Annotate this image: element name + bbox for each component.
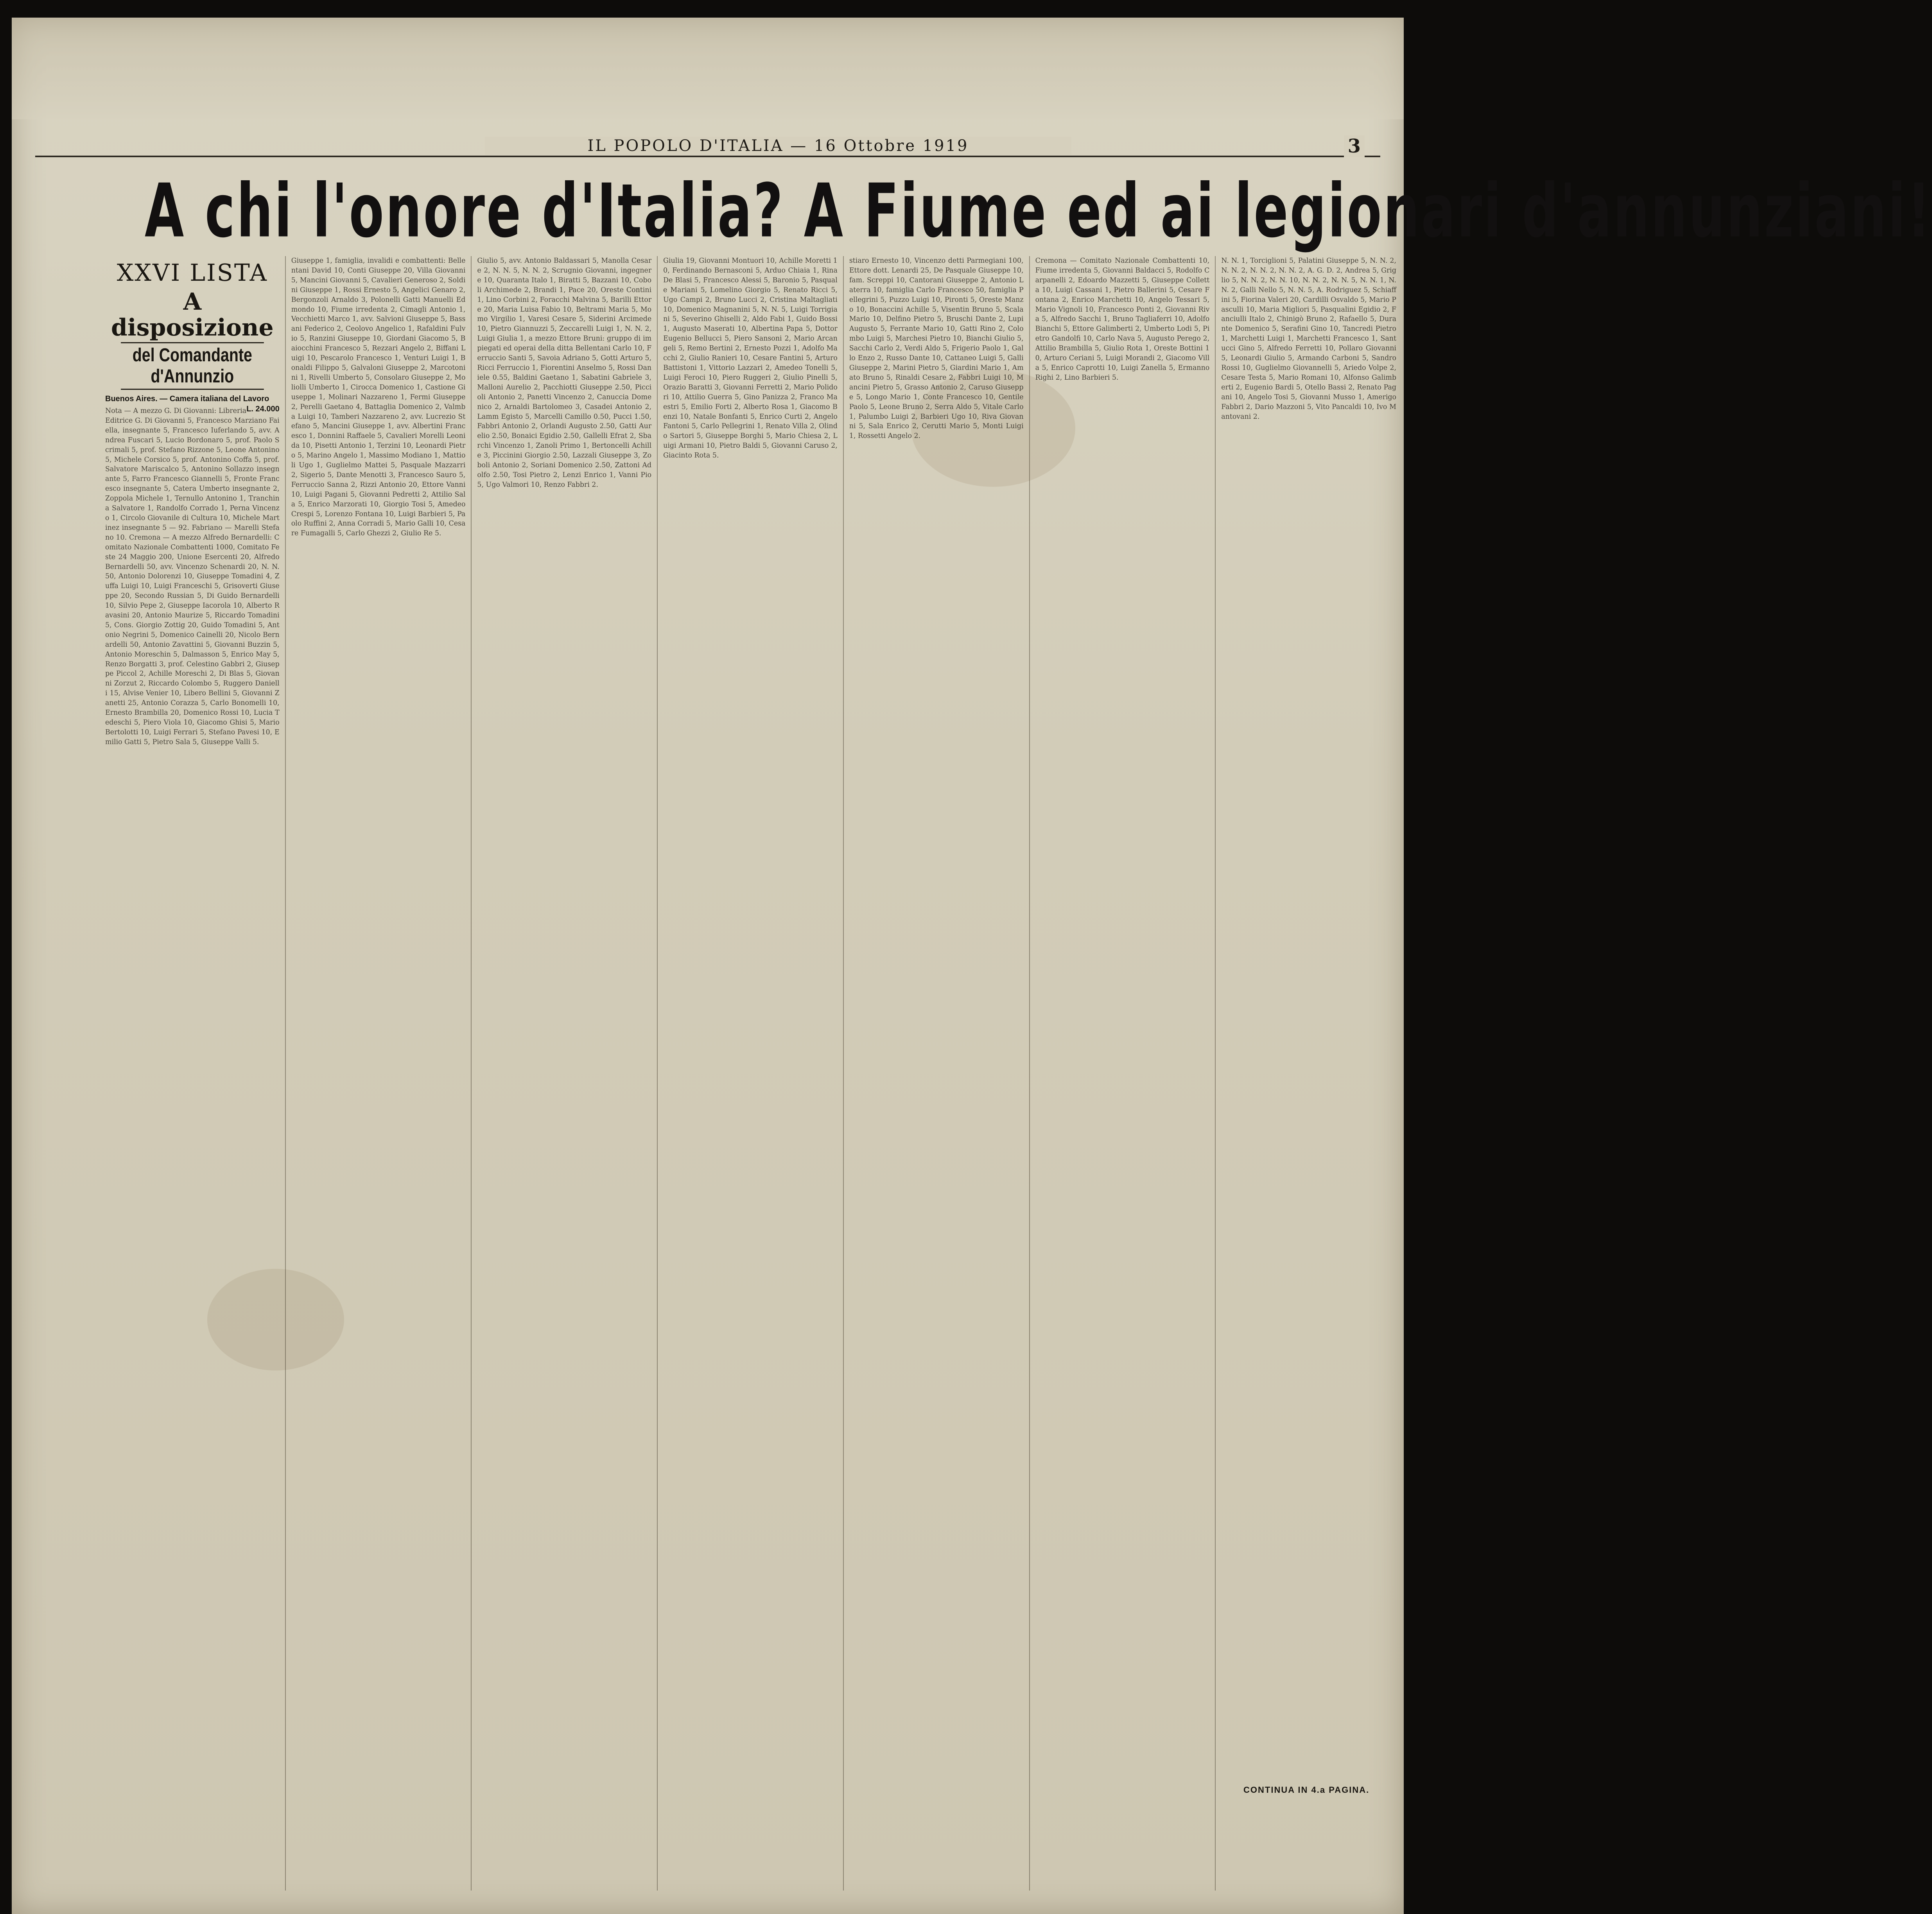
column-5 xyxy=(844,256,1030,1891)
column-2 xyxy=(286,256,472,1891)
headline: A chi l'onore d'Italia? A Fiume ed ai legionari d'annunziani! xyxy=(145,168,1932,254)
column-1 xyxy=(100,256,286,1891)
newspaper-page xyxy=(12,18,1932,1914)
first-entry-label: Buenos Aires. — Camera italiana del Lavoro xyxy=(105,395,269,403)
column-4 xyxy=(658,256,844,1891)
column-text: N. N. 1, Torciglioni 5, Palatini Giuseppe 5, N. N. 2, N. N. 2, N. N. 2, N. N. 2, A. G. D. 2, Andrea 5, Griglio 5, N. N. 2, N. N. 10, N. N. 2, N. N. 5, N. N. 1, N. N. 2, Galli Nello 5, N. N. 5, A. Rodriguez 5, Schiaffini 5, Fiorina Valeri 20, Cardilli Osvaldo 5, Mario Pasculli 10, Maria Migliori 5, Pasqualini Egidio 2, Fanciulli Italo 2, Chinigò Bruno 2, Rafaello 5, Durante Domenico 5, Serafini Gino 10, Tancredi Pietro 1, Marchetti Luigi 1, Marchetti Francesco 1, Santucci Gino 5, Alfredo Ferretti 10, Pollaro Giovanni 5, Leonardi Giulio 5, Armando Carboni 5, Sandro Rossi 10, Guglielmo Giovannelli 5, Ariedo Volpe 2, Cesare Testa 5, Mario Romani 10, Alfonso Galimberti 2, Eugenio Bardi 5, Otello Bassi 2, Renato Pagani 10, Angelo Tosi 5, Giovanni Musso 1, Amerigo Fabbri 2, Dario Mazzoni 5, Vito Pancaldi 10, Ivo Mantovani 2. xyxy=(1221,257,1396,421)
header-rule xyxy=(35,156,1380,157)
column-text: Giulia 19, Giovanni Montuori 10, Achille Moretti 10, Ferdinando Bernasconi 5, Arduo Chiaia 1, Rina De Blasi 5, Francesco Alessi 5, Baronio 5, Pasquale Mariani 5, Lomelino Giorgio 5, Renato Ricci 5, Ugo Campi 2, Bruno Lucci 2, Cristina Maltagliati 10, Domenico Magnanini 5, N. N. 5, Luigi Torrigiani 5, Severino Ghiselli 2, Aldo Fabi 1, Guido Bossi 1, Augusto Maserati 10, Albertina Papa 5, Dottor Eugenio Bellucci 5, Piero Sansoni 2, Mario Arcangeli 5, Remo Bertini 2, Ernesto Pozzi 1, Adolfo Macchi 2, Giulio Ranieri 10, Cesare Fantini 5, Arturo Battistoni 1, Vittorio Lazzari 2, Amedeo Tonelli 5, Luigi Feroci 10, Piero Ruggeri 2, Giulio Pinelli 5, Orazio Baratti 3, Giovanni Ferretti 2, Mario Polidori 10, Attilio Guerra 5, Gino Panizza 2, Franco Maestri 5, Emilio Forti 2, Alberto Rosa 1, Giacomo Benzi 10, Natale Bonfanti 5, Enrico Curti 2, Angelo Fantoni 5, Carlo Pellegrini 1, Renato Villa 2, Olindo Sartori 5, Giuseppe Borghi 5, Mario Chiesa 2, Luigi Armani 10, Pietro Baldi 5, Giovanni Caruso 2, Giacinto Rota 5. xyxy=(663,257,838,460)
article-columns xyxy=(100,256,1402,1891)
page-number: 3 xyxy=(1344,135,1365,157)
page-fold-shading xyxy=(12,18,1404,119)
column-3 xyxy=(472,256,658,1891)
column-text: Giulio 5, avv. Antonio Baldassari 5, Manolla Cesare 2, N. N. 5, N. N. 2, Scrugnio Giovanni, ingegnere 10, Quaranta Italo 1, Biratti 5, Bazzani 10, Coboli Archimede 2, Brandi 1, Pace 20, Oreste Contini 1, Lino Corbini 2, Foracchi Malvina 5, Barilli Ettore 20, Maria Luisa Fabio 10, Beltrami Maria 5, Momo Virgilio 1, Varesi Cesare 5, Siderini Arcimede 10, Pietro Giannuzzi 5, Zeccarelli Luigi 1, N. N. 2, Luigi Giulia 1, a mezzo Ettore Bruni: gruppo di impiegati ed operai della ditta Bellentani Carlo 10, Ferruccio Santi 5, Savoia Adriano 5, Gotti Arturo 5, Ricci Ferruccio 1, Fiorentini Anselmo 5, Rossi Daniele 0.55, Baldini Gaetano 1, Sabatini Gabriele 3, Malloni Aurelio 2, Pacchiotti Giuseppe 2.50, Piccioli Antonio 2, Panetti Vincenzo 2, Canuccia Domenico 2, Arnaldi Bartolomeo 3, Casadei Antonio 2, Lamm Egisto 5, Marcelli Camillo 0.50, Pucci 1.50, Fabbri Antonio 2, Orlandi Augusto 2.50, Gatti Aurelio 2.50, Bonaici Egidio 2.50, Gallelli Efrat 2, Sbarchi Vincenzo 1, Zanoli Primo 1, Bertoncelli Achille 3, Piccinini Giorgio 2.50, Lazzali Giuseppe 3, Zoboli Antonio 2, Soriani Domenico 2.50, Zattoni Adolfo 2.50, Tosi Pietro 2, Lenzi Enrico 1, Vanni Pio 5, Ugo Valmori 10, Renzo Fabbri 2. xyxy=(477,257,652,489)
first-entry-amount: L. 24.000 xyxy=(246,405,280,413)
list-title: XXVI LISTA xyxy=(117,259,268,287)
continuation-note: CONTINUA IN 4.a PAGINA. xyxy=(1243,1785,1370,1795)
commander-title: del Comandante d'Annunzio xyxy=(121,342,264,390)
column-text: Giuseppe 1, famiglia, invalidi e combattenti: Bellentani David 10, Conti Giuseppe 20, Villa Giovanni 5, Mancini Giovanni 5, Cavalieri Generoso 2, Soldini Giuseppe 1, Rossi Ernesto 5, Angelici Genaro 2, Bergonzoli Arnaldo 3, Polonelli Gatti Manuelli Edmondo 10, Fiume irredenta 2, Cimagli Antonio 1, Vecchietti Marco 1, avv. Salvioni Giuseppe 5, Bassani Federico 2, Ceolovo Angelico 1, Rafaldini Fulvio 5, Ranzini Giuseppe 10, Giordani Giacomo 5, Baiocchini Francesco 5, Rezzari Angelo 2, Biffani Luigi 10, Pescarolo Francesco 1, Venturi Luigi 1, Bonaldi Filippo 5, Galvaloni Giuseppe 2, Marcotonini 1, Rivelli Umberto 5, Consolaro Giuseppe 2, Moliolli Umberto 1, Cirocca Domenico 1, Castione Giuseppe 1, Molinari Nazzareno 1, Fermi Giuseppe 2, Perelli Gaetano 4, Battaglia Domenico 2, Valmba Luigi 10, Tamberi Nazzareno 2, avv. Lucrezio Stefano 5, Mancini Giuseppe 1, avv. Albertini Francesco 1, Donnini Raffaele 5, Cavalieri Morelli Leonida 10, Pisetti Antonio 1, Terzini 10, Leonardi Pietro 5, Marino Angelo 1, Massimo Modiano 1, Mattioli Ugo 1, Guglielmo Mattei 5, Pasquale Mazzarri 2, Sigerio 5, Dante Menotti 3, Francesco Sauro 5, Ferruccio Sanna 2, Rizzi Antonio 20, Ettore Vanni 10, Luigi Pagani 5, Giovanni Pedretti 2, Attilio Sala 5, Enrico Marzorati 10, Giorgio Tosi 5, Amedeo Crespi 5, Lorenzo Fontana 10, Luigi Barbieri 5, Paolo Ruffini 2, Anna Corradi 5, Mario Galli 10, Cesare Fumagalli 5, Carlo Ghezzi 2, Giulio Re 5. xyxy=(291,257,466,538)
disposition-title: A disposizione xyxy=(111,288,274,341)
column-7 xyxy=(1216,256,1402,1891)
first-entry xyxy=(105,394,280,413)
column-6 xyxy=(1030,256,1216,1891)
column-text: stiaro Ernesto 10, Vincenzo detti Parmegiani 100, Ettore dott. Lenardi 25, De Pasquale Giuseppe 10, fam. Screppi 10, Cantorani Giuseppe 2, Antonio Laterra 10, famiglia Carlo Francesco 50, famiglia Pellegrini 5, Puzzo Luigi 10, Pironti 5, Oreste Manzo 10, Bonaccini Achille 5, Visentin Bruno 5, Scala Mario 10, Delfino Pietro 5, Bruschi Dante 2, Lupi Augusto 5, Ferrante Mario 10, Gatti Rino 2, Colombo Luigi 5, Marchesi Pietro 10, Bianchi Giulio 5, Sacchi Carlo 2, Verdi Aldo 5, Frigerio Paolo 1, Gallo Enzo 2, Russo Dante 10, Cattaneo Luigi 5, Galli Giuseppe 2, Marini Pietro 5, Giardini Mario 1, Amato Bruno 5, Rinaldi Cesare 2, Fabbri Luigi 10, Mancini Pietro 5, Grasso Antonio 2, Caruso Giuseppe 5, Longo Mario 1, Conte Francesco 10, Gentile Paolo 5, Leone Bruno 2, Serra Aldo 5, Vitale Carlo 1, Palumbo Luigi 2, Barbieri Ugo 10, Riva Giovanni 5, Sala Enrico 2, Cerutti Mario 5, Monti Luigi 1, Rossetti Angelo 2. xyxy=(849,257,1024,440)
page-header xyxy=(35,137,1380,164)
masthead: IL POPOLO D'ITALIA — 16 Ottobre 1919 xyxy=(485,137,1071,155)
column-text: Cremona — Comitato Nazionale Combattenti 10, Fiume irredenta 5, Giovanni Baldacci 5, Rodolfo Carpanelli 2, Edoardo Mazzetti 5, Giuseppe Colletta 10, Luigi Cassani 1, Pietro Ballerini 5, Cesare Fontana 2, Enrico Marchetti 10, Angelo Tessari 5, Mario Vignoli 10, Francesco Ponti 2, Giovanni Riva 5, Alfredo Sacchi 1, Bruno Tagliaferri 10, Adolfo Bianchi 5, Ettore Galimberti 2, Umberto Lodi 5, Pietro Gandolfi 10, Carlo Nava 5, Augusto Perego 2, Attilio Brambilla 5, Giulio Rota 1, Oreste Bottini 10, Arturo Ceriani 5, Luigi Morandi 2, Giacomo Villa 5, Enrico Caprotti 10, Luigi Zanella 5, Ermanno Righi 2, Lino Barbieri 5. xyxy=(1035,257,1210,382)
column-text: Nota — A mezzo G. Di Giovanni: Libreria Editrice G. Di Giovanni 5, Francesco Marziano Faiella, insegnante 5, Francesco Iuferlando 5, avv. Andrea Fuscari 5, Lucio Bordonaro 5, prof. Paolo Scrimali 5, prof. Stefano Rizzone 5, Leone Antonino 5, Michele Corsico 5, prof. Antonino Coffa 5, prof. Salvatore Mariscalco 5, Antonino Sollazzo insegnante 5, Farro Francesco Giannelli 5, Fronte Francesco insegnante 5, Catera Umberto insegnante 2, Zoppola Michele 1, Ternullo Antonino 1, Tranchina Salvatore 1, Randolfo Corrado 1, Perna Vincenzo 1, Circolo Giovanile di Cultura 10, Michele Martinez insegnante 5 — 92. Fabriano — Marelli Stefano 10. Cremona — A mezzo Alfredo Bernardelli: Comitato Nazionale Combattenti 1000, Comitato Feste 24 Maggio 200, Unione Esercenti 20, Alfredo Bernardelli 50, avv. Vincenzo Schenardi 20, N. N. 50, Antonio Dolorenzi 10, Giuseppe Tomadini 4, Zuffa Luigi 10, Luigi Franceschi 5, Grisoverti Giuseppe 20, Secondo Russian 5, Di Guido Bernardelli 10, Silvio Pepe 2, Giuseppe Iacorola 10, Alberto Ravasini 20, Antonio Maurize 5, Riccardo Tomadini 5, Cons. Giorgio Zottig 20, Guido Tomadini 5, Antonio Negrini 5, Domenico Cainelli 20, Nicolo Bernardelli 50, Antonio Zavattini 5, Giovanni Buzzin 5, Antonio Moreschin 5, Dalmasson 5, Enrico May 5, Renzo Borgatti 3, prof. Celestino Gabbri 2, Giuseppe Piccol 2, Achille Moreschi 2, Di Blas 5, Giovanni Zorzut 2, Riccardo Colombo 5, Ruggero Danielli 15, Alvise Venier 10, Libero Bellini 5, Giovanni Zanetti 25, Antonio Corazza 5, Carlo Bonomelli 10, Ernesto Brambilla 20, Domenico Rossi 10, Lucia Tedeschi 5, Piero Viola 10, Giacomo Ghisi 5, Mario Bertolotti 10, Luigi Ferrari 5, Stefano Pavesi 10, Emilio Gatti 5, Pietro Sala 5, Giuseppe Valli 5. xyxy=(105,407,280,746)
